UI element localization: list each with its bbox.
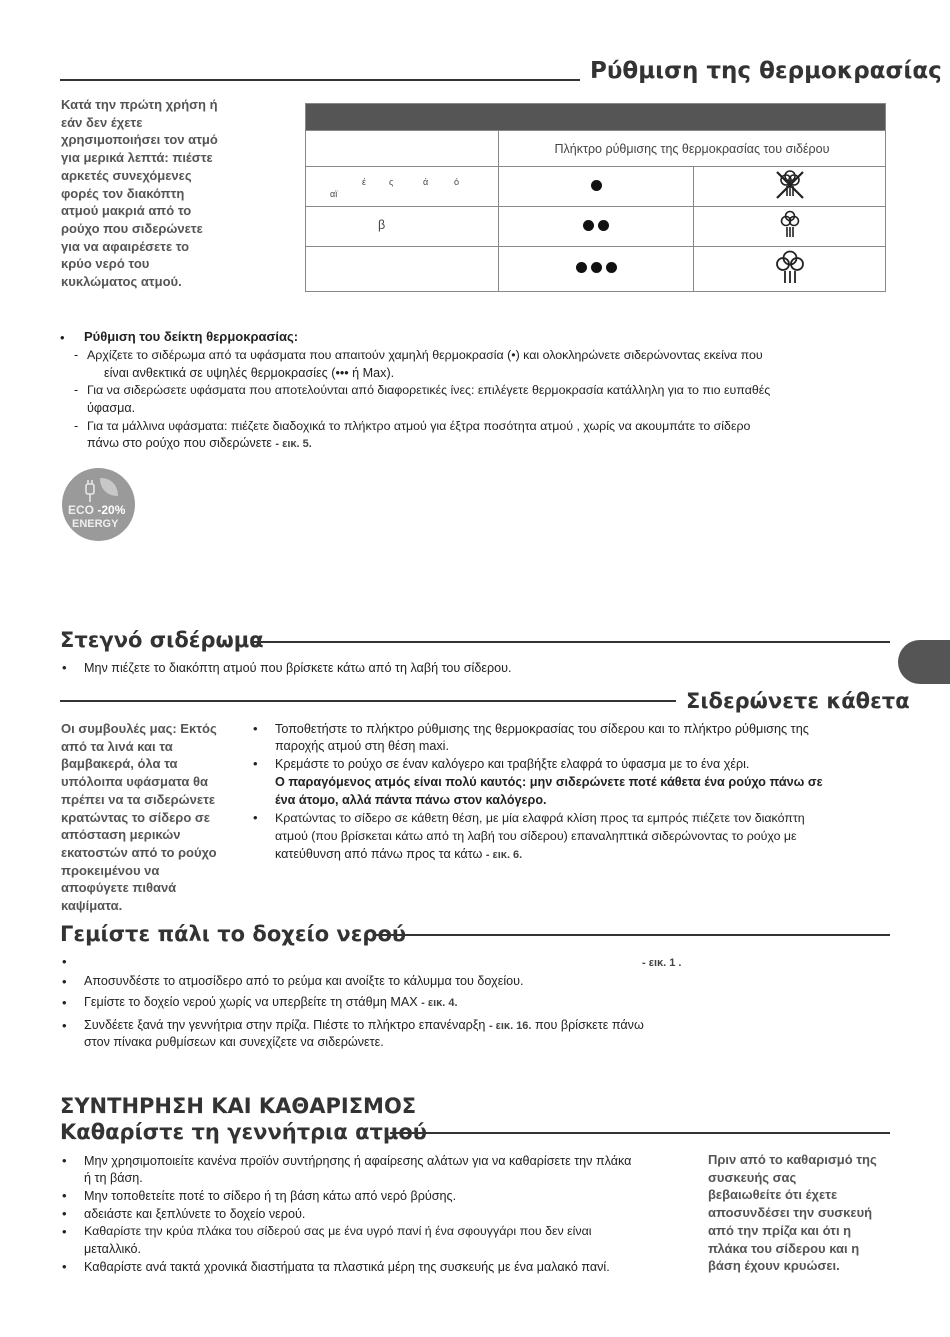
section-rule xyxy=(390,1132,890,1134)
maint-line: αδειάστε και ξεπλύνετε το δοχείο νερού. xyxy=(84,1207,306,1221)
bullet: • xyxy=(62,974,67,989)
temp-indicator-heading: Ρύθμιση του δείκτη θερμοκρασίας: xyxy=(84,329,299,344)
maint-line: μεταλλικό. xyxy=(84,1242,141,1256)
bullet: • xyxy=(62,995,67,1010)
temp-indicator-line: Αρχίζετε το σιδέρωμα από τα υφάσματα που απαιτούν χαμηλή θερμοκρασία (•) και ολοκληρώνετε σιδερώνοντας εκείνα που xyxy=(87,348,763,362)
dash: - xyxy=(74,419,79,433)
temperature-dot xyxy=(606,262,617,273)
bullet: • xyxy=(62,1259,67,1274)
section-title-dry-ironing: Στεγνό σιδέρωμα xyxy=(60,628,264,652)
temperature-dot xyxy=(591,262,602,273)
temp-indicator-line-last: πάνω στο ρούχο που σιδερώνετε - εικ. 5. xyxy=(87,436,312,450)
chapter-tab xyxy=(898,640,950,684)
light-steam-icon xyxy=(694,207,886,247)
figure-ref: - εικ. 1 . xyxy=(642,957,682,969)
bullet: • xyxy=(62,1018,67,1033)
vertical-line: Τοποθετήστε το πλήκτρο ρύθμισης της θερμοκρασίας του σίδερου και το πλήκτρο ρύθμισης της xyxy=(275,722,809,736)
section-rule xyxy=(376,934,890,936)
bullet: • xyxy=(62,1206,67,1221)
table-header-bar xyxy=(306,104,886,131)
dash: - xyxy=(74,348,79,362)
vertical-line: παροχής ατμού στη θέση maxi. xyxy=(275,739,449,753)
temperature-dot xyxy=(583,220,594,231)
refill-line: Αποσυνδέστε το ατμοσίδερο από το ρεύμα και ανοίξτε το κάλυμμα του δοχείου. xyxy=(84,974,524,988)
vertical-line: Κρατώντας το σίδερο σε κάθετη θέση, με μία ελαφρά κλίση προς τα εμπρός πιέζετε τον διακόπτη xyxy=(275,811,805,825)
section-rule xyxy=(60,700,676,702)
section-title-temperature: Ρύθμιση της θερμοκρασίας xyxy=(590,58,942,84)
steam-icon xyxy=(777,209,803,241)
temperature-dot xyxy=(598,220,609,231)
bullet: • xyxy=(62,1224,67,1239)
bullet: • xyxy=(62,1153,67,1168)
bullet: • xyxy=(62,660,67,675)
vertical-warning: ένα άτομο, αλλά πάντα πάνω στον καλόγερο. xyxy=(275,793,547,807)
section-rule xyxy=(252,641,890,643)
bullet: • xyxy=(62,954,67,969)
figure-ref: - εικ. 4. xyxy=(421,997,458,1009)
plug-leaf-icon xyxy=(78,476,120,504)
temp-indicator-line: Για τα μάλλινα υφάσματα: πιέζετε διαδοχικά το πλήκτρο ατμού για έξτρα ποσότητα ατμού , χωρίς να ακουμπάτε το σίδερο xyxy=(87,419,751,433)
maint-line: Μην τοποθετείτε ποτέ το σίδερο ή τη βάση κάτω από νερό βρύσης. xyxy=(84,1189,457,1203)
temp-indicator-line: είναι ανθεκτικά σε υψηλές θερμοκρασίες (••• ή Max). xyxy=(104,366,395,380)
dry-ironing-text: Μην πιέζετε το διακόπτη ατμού που βρίσκετε κάτω από τη λαβή του σίδερου. xyxy=(84,661,512,675)
heavy-steam-icon xyxy=(694,247,886,292)
bullet: • xyxy=(253,810,258,825)
refill-line: Γεμίστε το δοχείο νερού χωρίς να υπερβείτε τη στάθμη MAX - εικ. 4. xyxy=(84,995,458,1009)
section-title-maintenance: ΣΥΝΤΗΡΗΣΗ ΚΑΙ ΚΑΘΑΡΙΣΜΟΣ xyxy=(60,1094,417,1118)
maint-line: Μην χρησιμοποιείτε κανένα προϊόν συντήρησης ή αφαίρεσης αλάτων για να καθαρίσετε την πλάκα xyxy=(84,1154,632,1168)
table-column-header: Πλήκτρο ρύθμισης της θερμοκρασίας του σιδέρου xyxy=(499,131,886,167)
vertical-line: Κρεμάστε το ρούχο σε έναν καλόγερο και τραβήξτε ελαφρά το ύφασμα με το ένα χέρι. xyxy=(275,757,750,771)
temp-dots-2 xyxy=(499,207,694,247)
section-rule xyxy=(60,79,580,81)
table-row-label: έ ς ά ό αϊ xyxy=(306,167,499,207)
temp-indicator-line: ύφασμα. xyxy=(87,401,136,415)
temp-note: Κατά την πρώτη χρήση ή εάν δεν έχετε χρησιμοποιήσει τον ατμό για μερικά λεπτά: πιέστε αρκετές συνεχόμενες φορές τον διακόπτη ατμού μακριά από το ρούχο που σιδερώνετε για να αφαιρέσετε το κρύο νερό του κυκλώματος ατμού. xyxy=(61,97,218,290)
section-title-refill: Γεμίστε πάλι το δοχείο νερού xyxy=(60,922,407,946)
refill-line: στον πίνακα ρυθμίσεων και συνεχίζετε να σιδερώνετε. xyxy=(84,1035,384,1049)
vertical-warning: Ο παραγόμενος ατμός είναι πολύ καυτός: μην σιδερώνετε ποτέ κάθετα ένα ρούχο πάνω σε xyxy=(275,775,823,789)
figure-ref: - εικ. 5. xyxy=(275,438,312,450)
steam-icon xyxy=(772,249,808,287)
eco-energy-badge: ECO -20% ENERGY xyxy=(62,468,135,541)
bullet: • xyxy=(253,756,258,771)
maintenance-note: Πριν από το καθαρισμό της συσκευής σας βεβαιωθείτε ότι έχετε αποσυνδέσει την συσκευή από την πρίζα και ότι η πλάκα του σίδερου και η βάση έχουν κρυώσει. xyxy=(708,1152,877,1274)
maint-line: Καθαρίστε την κρύα πλάκα του σίδερού σας με ένα υγρό πανί ή ένα σφουγγάρι που δεν είναι xyxy=(84,1224,592,1238)
maint-line: Καθαρίστε ανά τακτά χρονικά διαστήματα τα πλαστικά μέρη της συσκευής με ένα μαλακό πανί. xyxy=(84,1260,610,1274)
temperature-dot xyxy=(576,262,587,273)
temp-dots-1 xyxy=(499,167,694,207)
vertical-line-last: κατεύθυνση από πάνω προς τα κάτω - εικ. 6. xyxy=(275,847,523,861)
section-subtitle-clean: Καθαρίστε τη γεννήτρια ατμού xyxy=(60,1120,427,1144)
figure-ref: - εικ. 16. xyxy=(488,1020,532,1032)
maint-line: ή τη βάση. xyxy=(84,1171,143,1185)
section-title-vertical: Σιδερώνετε κάθετα xyxy=(686,689,910,713)
no-steam-icon xyxy=(694,167,886,207)
bullet: • xyxy=(253,721,258,736)
no-steam-icon xyxy=(773,168,807,202)
temp-dots-3 xyxy=(499,247,694,292)
vertical-line: ατμού (που βρίσκεται κάτω από τη λαβή του σίδερου) επαναληπτικά σιδερώνοντας το ρούχο με xyxy=(275,829,797,843)
temperature-dot xyxy=(591,180,602,191)
temp-indicator-line: Για να σιδερώσετε υφάσματα που αποτελούνται από διαφορετικές ίνες: επιλέγετε θερμοκρασία κατάλληλη για το πιο ευπαθές xyxy=(87,383,771,397)
figure-ref: - εικ. 6. xyxy=(485,849,523,861)
vertical-note: Οι συμβουλές μας: Εκτός από τα λινά και τα βαμβακερά, όλα τα υπόλοιπα υφάσματα θα πρέπει να τα σιδερώνετε κρατώντας το σίδερο σε απόσταση μερικών εκατοστών από το ρούχο προκειμένου να αποφύγετε πιθανά καψίματα. xyxy=(61,721,217,914)
bullet: • xyxy=(60,330,65,345)
bullet: • xyxy=(62,1188,67,1203)
temperature-settings-table xyxy=(305,103,886,292)
table-row-label: β xyxy=(306,207,499,247)
refill-line: Συνδέετε ξανά την γεννήτρια στην πρίζα. Πιέστε το πλήκτρο επανέναρξη - εικ. 16. που βρίσκετε πάνω xyxy=(84,1018,644,1032)
dash: - xyxy=(74,383,79,397)
